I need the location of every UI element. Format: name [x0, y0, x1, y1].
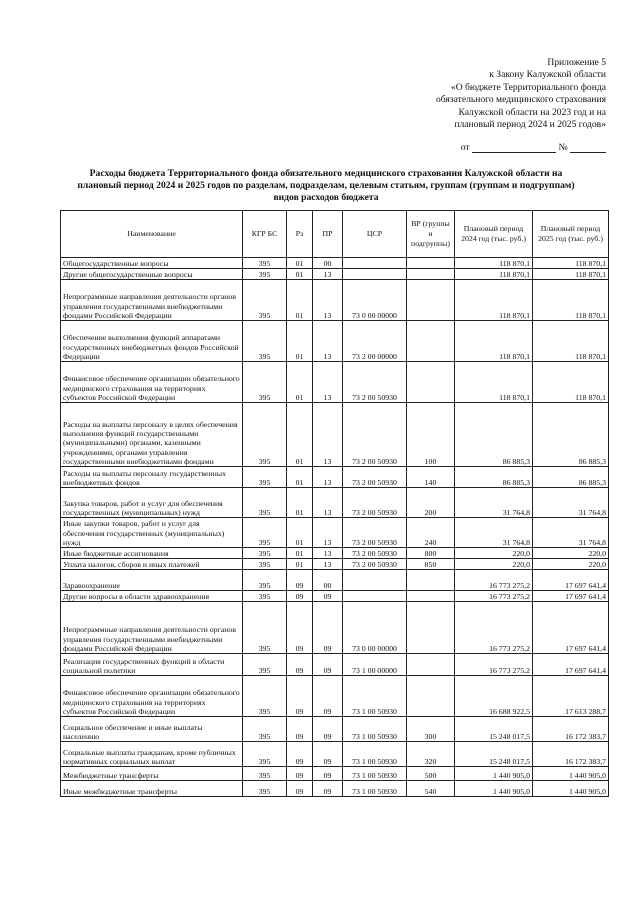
cell-plan-2025: 31 764,8	[533, 488, 609, 518]
cell-pr: 13	[313, 321, 343, 362]
cell-kgr: 395	[243, 280, 287, 321]
cell-kgr: 395	[243, 767, 287, 781]
cell-kgr: 395	[243, 548, 287, 559]
cell-name: Реализация государственных функций в области социальной политики	[61, 654, 243, 676]
cell-vr	[407, 269, 455, 280]
cell-rz: 09	[287, 676, 313, 717]
appendix-line: плановый период 2024 и 2025 годов»	[454, 119, 606, 131]
cell-csr	[343, 258, 407, 269]
cell-rz: 09	[287, 654, 313, 676]
cell-plan-2024: 118 870,1	[455, 258, 533, 269]
cell-name: Иные межбюджетные трансферты	[61, 781, 243, 797]
cell-name: Закупка товаров, работ и услуг для обеспечения государственных (муниципальных) нужд	[61, 488, 243, 518]
table-row	[61, 548, 609, 559]
header-plan-2024: Плановый период 2024 год (тыс. руб.)	[455, 211, 533, 258]
cell-plan-2025: 1 440 905,0	[533, 781, 609, 797]
cell-plan-2025: 118 870,1	[533, 280, 609, 321]
cell-rz: 09	[287, 767, 313, 781]
table-row	[61, 467, 609, 488]
cell-csr: 73 2 00 50930	[343, 362, 407, 403]
cell-vr	[407, 280, 455, 321]
cell-plan-2025: 17 697 641,4	[533, 654, 609, 676]
cell-pr: 09	[313, 767, 343, 781]
cell-rz: 01	[287, 280, 313, 321]
cell-pr: 09	[313, 717, 343, 742]
cell-vr	[407, 591, 455, 602]
header-vr: ВР (группы и подгруппы)	[407, 211, 455, 258]
cell-vr: 320	[407, 742, 455, 767]
cell-csr: 73 1 00 00000	[343, 654, 407, 676]
table-row	[61, 559, 609, 570]
cell-kgr: 395	[243, 591, 287, 602]
cell-rz: 01	[287, 321, 313, 362]
cell-csr: 73 1 00 50930	[343, 717, 407, 742]
cell-name: Другие вопросы в области здравоохранения	[61, 591, 243, 602]
cell-name: Непрограммные направления деятельности органов управления государственными внебюджетными фондами Российской Федерации	[61, 280, 243, 321]
cell-plan-2025: 17 697 641,4	[533, 591, 609, 602]
cell-pr: 09	[313, 676, 343, 717]
cell-vr	[407, 258, 455, 269]
header-plan-2025: Плановый период 2025 год (тыс. руб.)	[533, 211, 609, 258]
cell-rz: 09	[287, 781, 313, 797]
number-label: №	[558, 142, 568, 153]
cell-vr: 850	[407, 559, 455, 570]
cell-rz: 09	[287, 570, 313, 591]
appendix-line: к Закону Калужской области	[489, 69, 606, 81]
cell-csr: 73 1 00 50930	[343, 781, 407, 797]
table-row	[61, 321, 609, 362]
cell-rz: 01	[287, 258, 313, 269]
cell-name: Финансовое обеспечение организации обязательного медицинского страхования на территориях субъектов Российской Федерации	[61, 362, 243, 403]
title-line: видов расходов бюджета	[273, 192, 379, 203]
cell-plan-2024: 1 440 905,0	[455, 767, 533, 781]
cell-vr: 100	[407, 403, 455, 467]
cell-pr: 13	[313, 488, 343, 518]
cell-csr: 73 2 00 00000	[343, 321, 407, 362]
cell-pr: 13	[313, 548, 343, 559]
cell-csr: 73 2 00 50930	[343, 403, 407, 467]
cell-plan-2025: 118 870,1	[533, 362, 609, 403]
title-line: плановый период 2024 и 2025 годов по разделам, подразделам, целевым статьям, группам (группам и подгруппам)	[77, 180, 575, 191]
cell-name: Обеспечение выполнения функций аппаратами государственных внебюджетных фондов Российской Федерации	[61, 321, 243, 362]
table-row	[61, 742, 609, 767]
cell-plan-2024: 15 248 017,5	[455, 742, 533, 767]
cell-kgr: 395	[243, 676, 287, 717]
cell-vr: 500	[407, 767, 455, 781]
cell-plan-2024: 118 870,1	[455, 280, 533, 321]
header-csr: ЦСР	[343, 211, 407, 258]
cell-name: Межбюджетные трансферты	[61, 767, 243, 781]
cell-name: Расходы на выплаты персоналу в целях обеспечения выполнения функций государственными (муниципальными) органами, казенными учреждениями, органами управления государственными внебюджетными фондами	[61, 403, 243, 467]
cell-kgr: 395	[243, 488, 287, 518]
cell-name: Социальные выплаты гражданам, кроме публичных нормативных социальных выплат	[61, 742, 243, 767]
header-rz: Рз	[287, 211, 313, 258]
cell-csr	[343, 570, 407, 591]
cell-rz: 01	[287, 548, 313, 559]
cell-rz: 01	[287, 403, 313, 467]
table-row	[61, 591, 609, 602]
cell-plan-2025: 31 764,8	[533, 518, 609, 548]
cell-pr: 09	[313, 742, 343, 767]
cell-pr: 13	[313, 280, 343, 321]
table-row	[61, 362, 609, 403]
cell-rz: 09	[287, 591, 313, 602]
cell-csr: 73 2 00 50930	[343, 518, 407, 548]
cell-name: Социальное обеспечение и иные выплаты населению	[61, 717, 243, 742]
cell-plan-2024: 118 870,1	[455, 269, 533, 280]
cell-vr	[407, 654, 455, 676]
table-row	[61, 676, 609, 717]
cell-pr: 13	[313, 269, 343, 280]
cell-pr: 00	[313, 258, 343, 269]
cell-plan-2024: 118 870,1	[455, 362, 533, 403]
cell-pr: 09	[313, 781, 343, 797]
cell-kgr: 395	[243, 717, 287, 742]
cell-csr: 73 2 00 50930	[343, 488, 407, 518]
cell-name: Общегосударственные вопросы	[61, 258, 243, 269]
date-blank	[472, 143, 556, 153]
cell-csr	[343, 591, 407, 602]
cell-pr: 09	[313, 591, 343, 602]
cell-plan-2025: 220,0	[533, 559, 609, 570]
cell-name: Иные бюджетные ассигнования	[61, 548, 243, 559]
header-name: Наименование	[61, 211, 243, 258]
cell-plan-2024: 16 773 275,2	[455, 654, 533, 676]
cell-kgr: 395	[243, 403, 287, 467]
cell-csr: 73 1 00 50930	[343, 767, 407, 781]
cell-rz: 09	[287, 742, 313, 767]
cell-plan-2024: 86 885,3	[455, 467, 533, 488]
cell-pr: 09	[313, 654, 343, 676]
cell-plan-2025: 17 697 641,4	[533, 570, 609, 591]
document-title	[56, 168, 596, 204]
cell-name: Расходы на выплаты персоналу государственных внебюджетных фондов	[61, 467, 243, 488]
table-body	[61, 258, 609, 797]
cell-vr: 540	[407, 781, 455, 797]
table-row	[61, 518, 609, 548]
cell-rz: 01	[287, 559, 313, 570]
date-label: от	[460, 142, 470, 153]
cell-plan-2025: 118 870,1	[533, 258, 609, 269]
cell-vr	[407, 602, 455, 654]
table-row	[61, 767, 609, 781]
cell-rz: 01	[287, 467, 313, 488]
header-kgr: КГР БС	[243, 211, 287, 258]
cell-plan-2025: 86 885,3	[533, 403, 609, 467]
cell-kgr: 395	[243, 781, 287, 797]
appendix-line: обязательного медицинского страхования	[435, 94, 606, 106]
cell-plan-2025: 17 613 288,7	[533, 676, 609, 717]
cell-name: Другие общегосударственные вопросы	[61, 269, 243, 280]
cell-vr	[407, 676, 455, 717]
cell-kgr: 395	[243, 602, 287, 654]
table-row	[61, 403, 609, 467]
cell-plan-2025: 1 440 905,0	[533, 767, 609, 781]
cell-plan-2025: 118 870,1	[533, 321, 609, 362]
cell-pr: 00	[313, 570, 343, 591]
cell-vr: 200	[407, 488, 455, 518]
cell-kgr: 395	[243, 654, 287, 676]
cell-csr	[343, 269, 407, 280]
table-row	[61, 781, 609, 797]
cell-plan-2025: 17 697 641,4	[533, 602, 609, 654]
cell-pr: 13	[313, 403, 343, 467]
cell-plan-2024: 220,0	[455, 548, 533, 559]
cell-plan-2024: 16 688 922,5	[455, 676, 533, 717]
cell-plan-2024: 16 773 275,2	[455, 591, 533, 602]
appendix-line: Приложение 5	[547, 57, 606, 68]
cell-name: Финансовое обеспечение организации обязательного медицинского страхования на территориях субъектов Российской Федерации	[61, 676, 243, 717]
budget-table	[60, 210, 609, 797]
cell-kgr: 395	[243, 362, 287, 403]
appendix-line: «О бюджете Территориального фонда	[450, 81, 606, 93]
cell-vr	[407, 570, 455, 591]
table-row	[61, 258, 609, 269]
table-row	[61, 717, 609, 742]
appendix-line: Калужской области на 2023 год и на	[458, 106, 606, 118]
table-row	[61, 280, 609, 321]
cell-kgr: 395	[243, 559, 287, 570]
table-row	[61, 654, 609, 676]
cell-plan-2024: 1 440 905,0	[455, 781, 533, 797]
cell-name: Непрограммные направления деятельности органов управления государственными внебюджетными фондами Российской Федерации	[61, 602, 243, 654]
cell-vr: 140	[407, 467, 455, 488]
cell-csr: 73 1 00 50930	[343, 742, 407, 767]
cell-csr: 73 2 00 50930	[343, 559, 407, 570]
table-row	[61, 602, 609, 654]
cell-plan-2025: 118 870,1	[533, 269, 609, 280]
cell-vr: 240	[407, 518, 455, 548]
header-pr: ПР	[313, 211, 343, 258]
cell-name: Здравоохранение	[61, 570, 243, 591]
table-row	[61, 570, 609, 591]
cell-pr: 13	[313, 467, 343, 488]
cell-vr: 300	[407, 717, 455, 742]
cell-plan-2025: 220,0	[533, 548, 609, 559]
cell-csr: 73 1 00 50930	[343, 676, 407, 717]
cell-plan-2024: 16 773 275,2	[455, 602, 533, 654]
cell-rz: 01	[287, 362, 313, 403]
cell-rz: 01	[287, 488, 313, 518]
cell-vr	[407, 321, 455, 362]
cell-plan-2024: 31 764,8	[455, 488, 533, 518]
cell-vr: 800	[407, 548, 455, 559]
title-line: Расходы бюджета Территориального фонда обязательного медицинского страхования Калужской области на	[89, 168, 563, 179]
table-row	[61, 269, 609, 280]
cell-plan-2025: 16 172 383,7	[533, 742, 609, 767]
cell-rz: 01	[287, 269, 313, 280]
cell-kgr: 395	[243, 518, 287, 548]
cell-name: Уплата налогов, сборов и иных платежей	[61, 559, 243, 570]
cell-kgr: 395	[243, 570, 287, 591]
cell-rz: 01	[287, 518, 313, 548]
cell-pr: 13	[313, 559, 343, 570]
cell-pr: 13	[313, 518, 343, 548]
cell-plan-2024: 118 870,1	[455, 321, 533, 362]
cell-plan-2024: 15 248 017,5	[455, 717, 533, 742]
cell-csr: 73 2 00 50930	[343, 548, 407, 559]
cell-pr: 09	[313, 602, 343, 654]
cell-kgr: 395	[243, 269, 287, 280]
cell-plan-2024: 16 773 275,2	[455, 570, 533, 591]
cell-csr: 73 0 00 00000	[343, 602, 407, 654]
cell-rz: 09	[287, 602, 313, 654]
table-header-row	[61, 211, 609, 258]
number-blank	[570, 143, 606, 153]
cell-pr: 13	[313, 362, 343, 403]
cell-plan-2025: 16 172 383,7	[533, 717, 609, 742]
date-number-line	[461, 142, 606, 153]
cell-vr	[407, 362, 455, 403]
appendix-block	[306, 57, 606, 131]
cell-rz: 09	[287, 717, 313, 742]
cell-plan-2025: 86 885,3	[533, 467, 609, 488]
cell-plan-2024: 220,0	[455, 559, 533, 570]
cell-kgr: 395	[243, 321, 287, 362]
cell-csr: 73 2 00 50930	[343, 467, 407, 488]
cell-plan-2024: 86 885,3	[455, 403, 533, 467]
cell-plan-2024: 31 764,8	[455, 518, 533, 548]
cell-name: Иные закупки товаров, работ и услуг для обеспечения государственных (муниципальных) нужд	[61, 518, 243, 548]
cell-kgr: 395	[243, 258, 287, 269]
cell-kgr: 395	[243, 467, 287, 488]
cell-csr: 73 0 00 00000	[343, 280, 407, 321]
cell-kgr: 395	[243, 742, 287, 767]
table-row	[61, 488, 609, 518]
